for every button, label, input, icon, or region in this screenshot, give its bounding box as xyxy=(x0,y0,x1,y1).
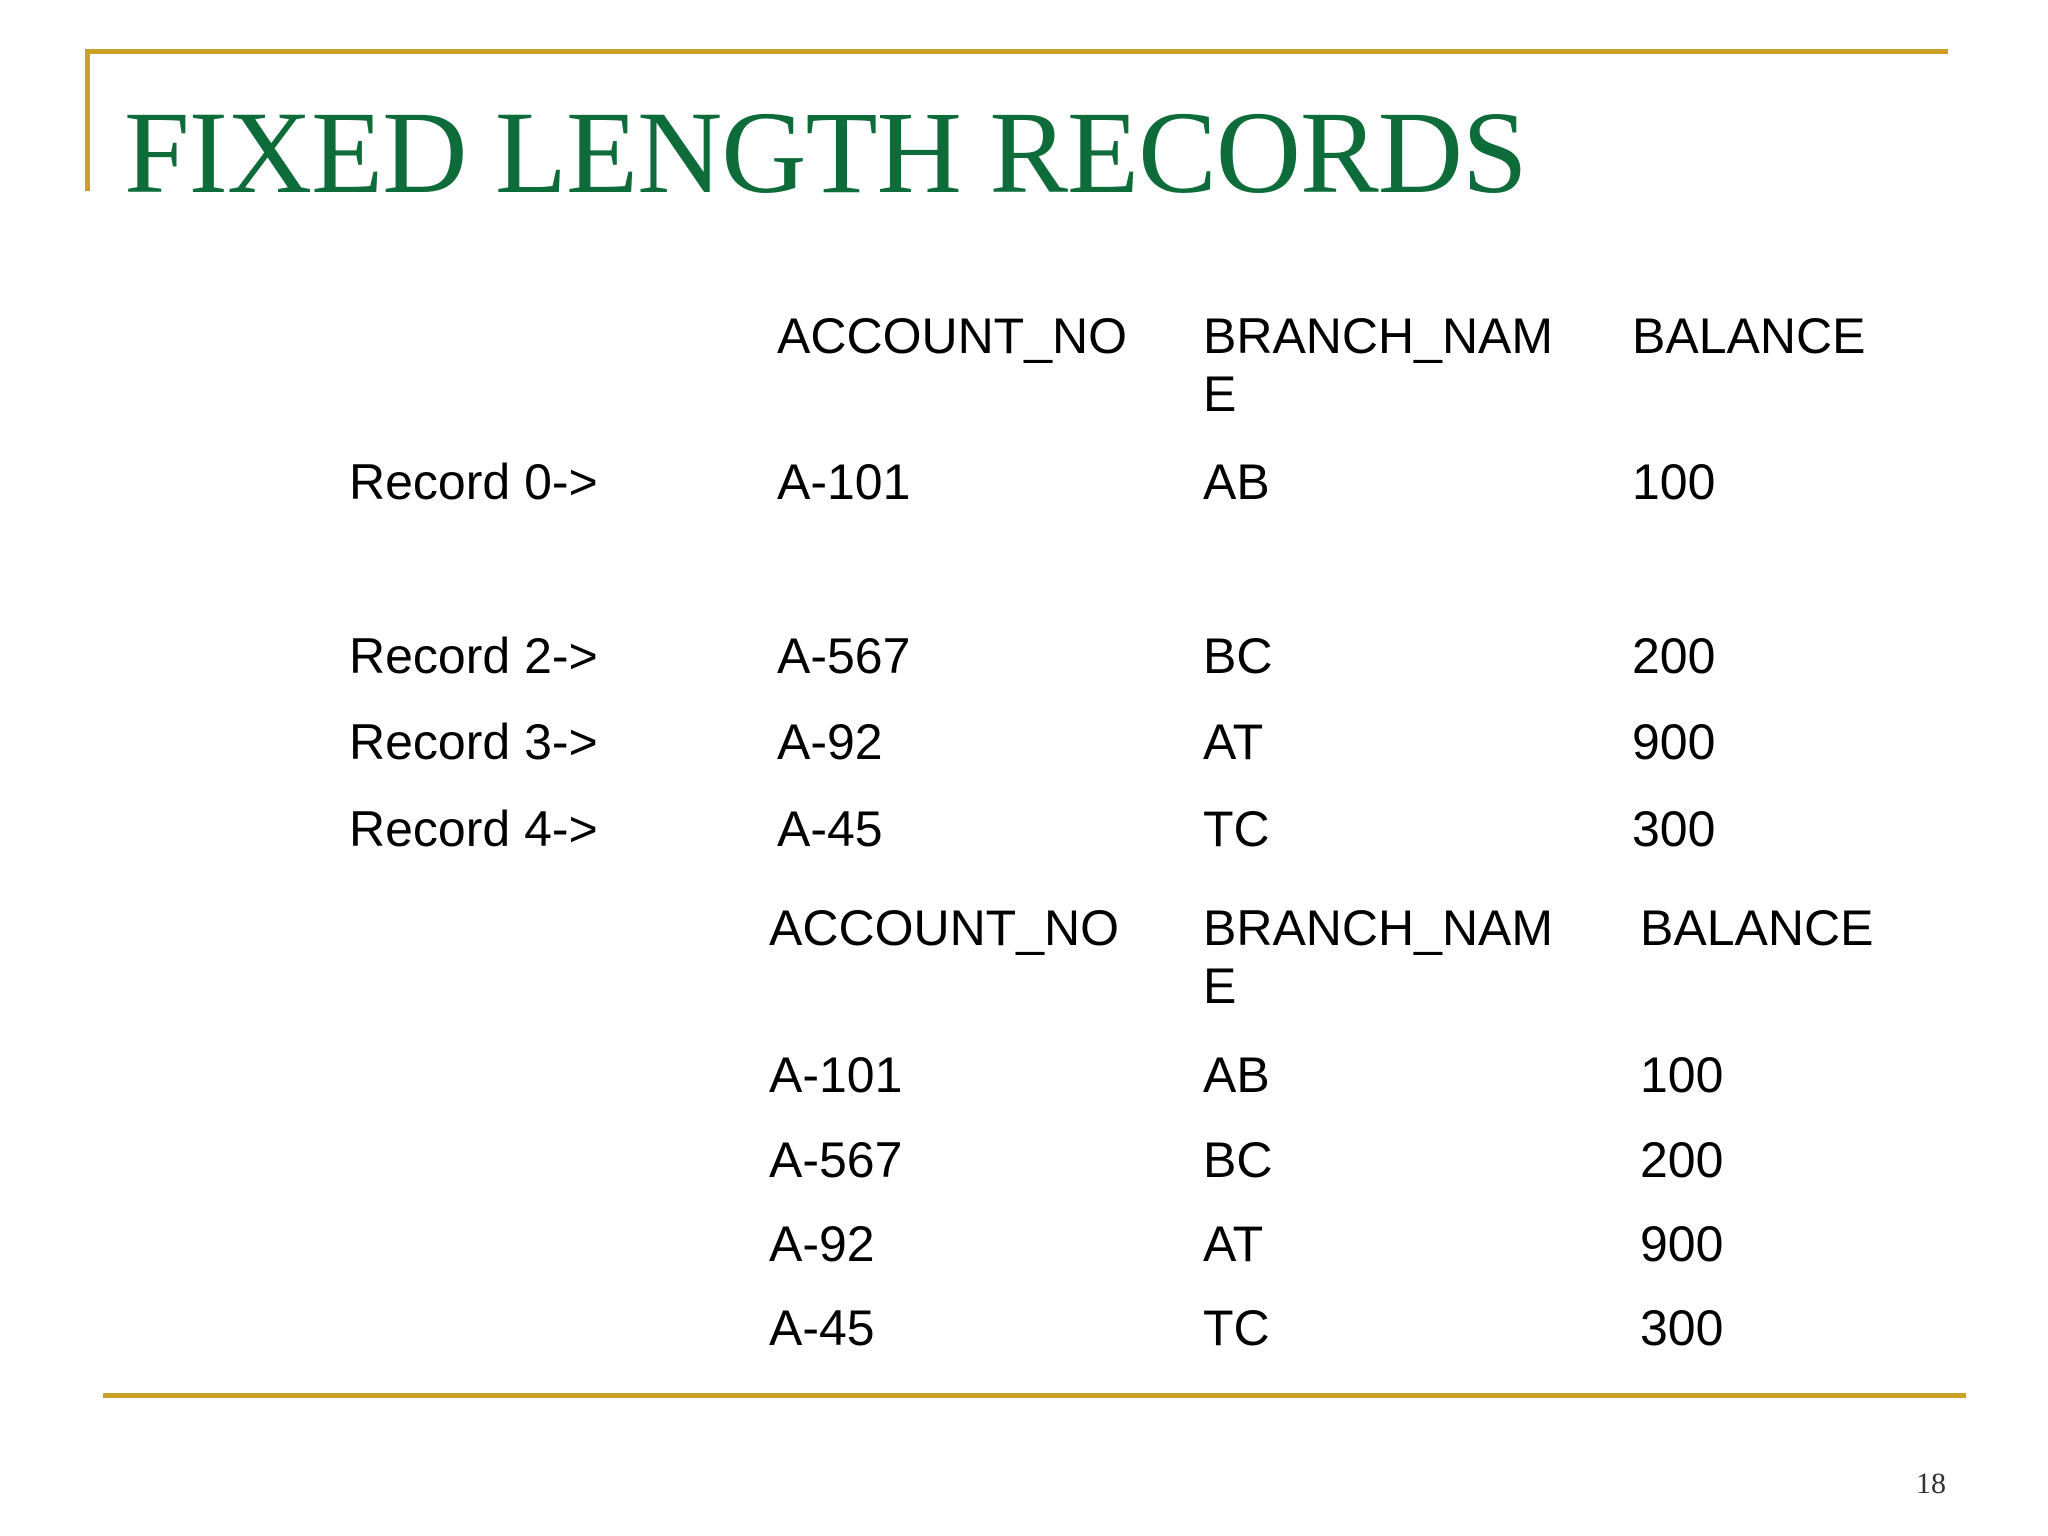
branch-name-cell: AB xyxy=(1203,1047,1270,1103)
column-header-branch-name: BRANCH_NAM E xyxy=(1203,308,1554,422)
branch-name-cell: AT xyxy=(1203,714,1264,770)
account-no-cell: A-101 xyxy=(769,1047,903,1103)
balance-cell: 300 xyxy=(1632,801,1716,857)
branch-name-cell: BC xyxy=(1203,628,1273,684)
column-header-balance: BALANCE xyxy=(1640,900,1874,956)
balance-cell: 200 xyxy=(1640,1132,1724,1188)
column-header-account-no: ACCOUNT_NO xyxy=(777,308,1128,364)
page-number: 18 xyxy=(1916,1467,1946,1500)
branch-name-cell: AB xyxy=(1203,454,1270,510)
account-no-cell: A-92 xyxy=(777,714,883,770)
record-label: Record 2-> xyxy=(349,628,598,684)
balance-cell: 300 xyxy=(1640,1300,1724,1356)
balance-cell: 100 xyxy=(1632,454,1716,510)
top-border-line xyxy=(85,49,1948,54)
account-no-cell: A-567 xyxy=(777,628,911,684)
branch-name-cell: TC xyxy=(1203,1300,1270,1356)
bottom-border-line xyxy=(103,1393,1966,1398)
left-border-line xyxy=(85,49,90,191)
balance-cell: 100 xyxy=(1640,1047,1724,1103)
account-no-cell: A-101 xyxy=(777,454,911,510)
account-no-cell: A-567 xyxy=(769,1132,903,1188)
balance-cell: 900 xyxy=(1640,1216,1724,1272)
branch-name-cell: BC xyxy=(1203,1132,1273,1188)
account-no-cell: A-45 xyxy=(777,801,883,857)
account-no-cell: A-45 xyxy=(769,1300,875,1356)
column-header-branch-name: BRANCH_NAM E xyxy=(1203,900,1554,1014)
branch-name-cell: TC xyxy=(1203,801,1270,857)
branch-name-cell: AT xyxy=(1203,1216,1264,1272)
column-header-balance: BALANCE xyxy=(1632,308,1866,364)
record-label: Record 0-> xyxy=(349,454,598,510)
balance-cell: 200 xyxy=(1632,628,1716,684)
slide-title: FIXED LENGTH RECORDS xyxy=(124,87,1527,218)
balance-cell: 900 xyxy=(1632,714,1716,770)
column-header-account-no: ACCOUNT_NO xyxy=(769,900,1120,956)
record-label: Record 4-> xyxy=(349,801,598,857)
record-label: Record 3-> xyxy=(349,714,598,770)
account-no-cell: A-92 xyxy=(769,1216,875,1272)
